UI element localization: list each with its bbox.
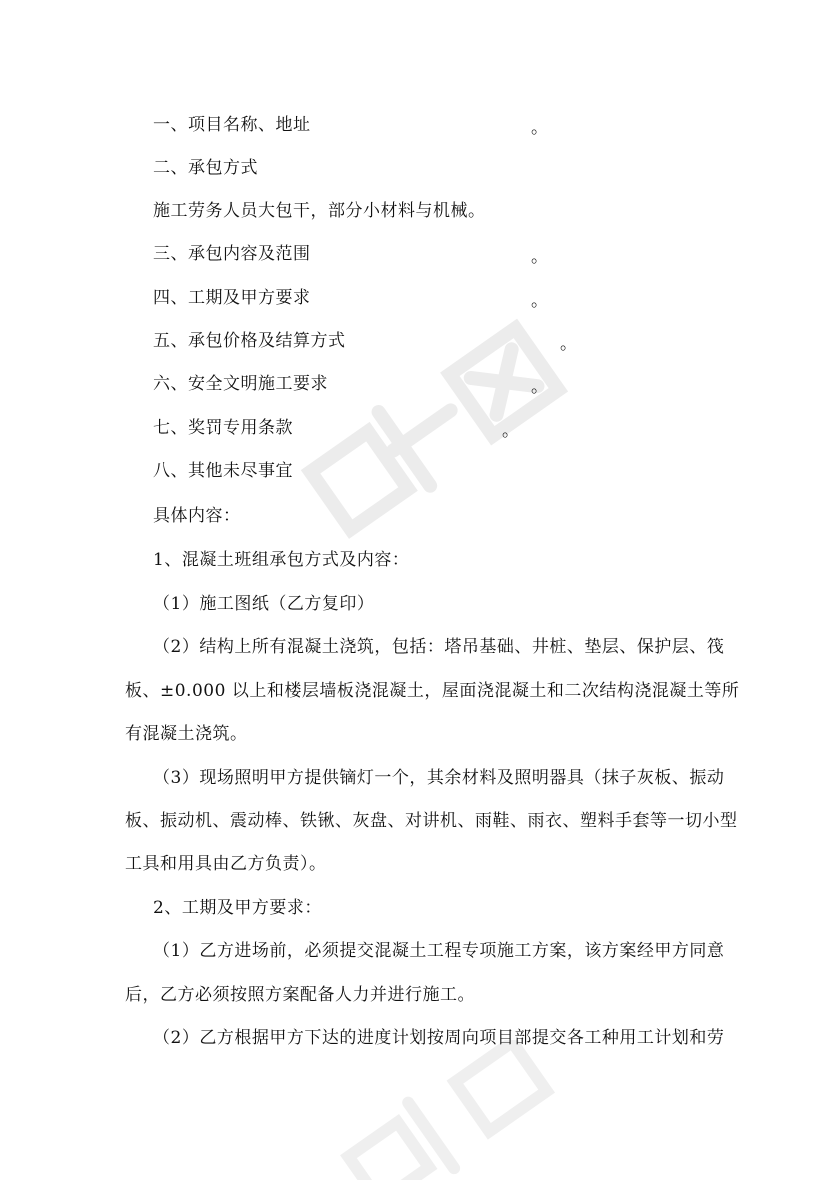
item-2-2-line-1: （2）乙方根据甲方下达的进度计划按周向项目部提交各工种用工计划和劳 [153,1028,725,1048]
item-1-3-line-3: 工具和用具由乙方负责）。 [125,854,327,874]
item-2-title: 2、工期及甲方要求： [153,898,322,918]
section-2-detail: 施工劳务人员大包干，部分小材料与机械。 [153,201,486,221]
section-8-title: 八、其他未尽事宜 [153,461,293,481]
section-1-title: 一、项目名称、地址 [153,115,311,135]
section-5-blank-period: 。 [560,334,577,354]
item-1-title: 1、混凝土班组承包方式及内容： [153,550,410,570]
item-2-1-line-2: 后，乙方必须按照方案配备人力并进行施工。 [125,985,475,1005]
section-4-title: 四、工期及甲方要求 [153,288,311,308]
section-2-title: 二、承包方式 [153,158,258,178]
item-1-3-line-1: （3）现场照明甲方提供镝灯一个，其余材料及照明器具（抹子灰板、振动 [153,768,725,788]
section-1-blank-period: 。 [531,118,548,138]
section-4-blank-period: 。 [531,291,548,311]
section-7-title: 七、奖罚专用条款 [153,418,293,438]
watermark-logo-bottom [300,1040,600,1180]
section-3-blank-period: 。 [531,247,548,267]
content-heading: 具体内容： [153,506,241,526]
section-3-title: 三、承包内容及范围 [153,244,311,264]
section-5-title: 五、承包价格及结算方式 [153,331,346,351]
item-1-1: （1）施工图纸（乙方复印） [153,594,375,614]
item-1-2-line-1: （2）结构上所有混凝土浇筑，包括：塔吊基础、井桩、垫层、保护层、筏 [153,637,725,657]
item-1-3-line-2: 板、振动机、震动棒、铁锹、灰盘、对讲机、雨鞋、雨衣、塑料手套等一切小型 [125,811,738,831]
section-7-blank-period: 。 [502,421,519,441]
item-1-2-line-2: 板、±0.000 以上和楼层墙板浇混凝土，屋面浇混凝土和二次结构浇混凝土等所 [125,681,740,701]
section-6-blank-period: 。 [531,377,548,397]
item-2-1-line-1: （1）乙方进场前，必须提交混凝土工程专项施工方案，该方案经甲方同意 [153,941,725,961]
section-6-title: 六、安全文明施工要求 [153,374,328,394]
item-1-2-line-3: 有混凝土浇筑。 [125,724,248,744]
